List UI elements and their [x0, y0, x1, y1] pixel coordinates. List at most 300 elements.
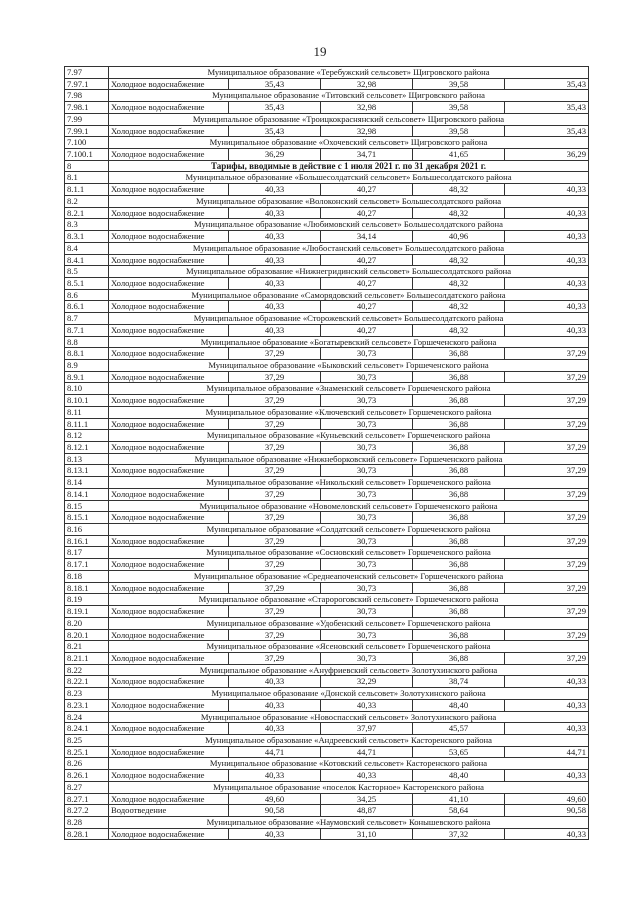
municipality-name: Муниципальное образование «Андреевский сельсовет» Касторенского района	[109, 735, 589, 747]
row-code: 7.100	[65, 137, 109, 149]
municipality-name: Муниципальное образование «Ключевский сельсовет» Горшеченского района	[109, 407, 589, 419]
row-code: 7.99	[65, 114, 109, 126]
row-code: 8.6	[65, 290, 109, 302]
row-code: 8.15	[65, 501, 109, 513]
tariff-value: 37,29	[505, 512, 589, 524]
service-name: Водоотведение	[109, 805, 229, 817]
tariff-value: 40,33	[229, 255, 321, 267]
service-name: Холодное водоснабжение	[109, 465, 229, 477]
service-name: Холодное водоснабжение	[109, 770, 229, 782]
tariff-value: 40,33	[505, 325, 589, 337]
municipality-row	[65, 137, 589, 149]
row-code: 8.13.1	[65, 465, 109, 477]
municipality-row	[65, 501, 589, 513]
tariff-value: 48,40	[413, 700, 505, 712]
municipality-row	[65, 594, 589, 606]
tariff-value: 36,88	[413, 606, 505, 618]
tariff-value: 40,27	[321, 325, 413, 337]
row-code: 8.10.1	[65, 395, 109, 407]
row-code: 8.24	[65, 712, 109, 724]
tariff-value: 41,10	[413, 794, 505, 806]
tariff-value: 30,73	[321, 630, 413, 642]
tariff-value: 37,29	[229, 372, 321, 384]
row-code: 8.28.1	[65, 829, 109, 841]
tariff-row	[65, 465, 589, 477]
tariff-value: 37,29	[505, 653, 589, 665]
tariff-row	[65, 255, 589, 267]
tariff-value: 36,88	[413, 442, 505, 454]
tariff-row	[65, 278, 589, 290]
municipality-name: Муниципальное образование «Знаменский сельсовет» Горшеченского района	[109, 383, 589, 395]
tariff-value: 30,73	[321, 559, 413, 571]
tariff-value: 37,29	[505, 583, 589, 595]
row-code: 8.14.1	[65, 489, 109, 501]
tariff-value: 40,33	[505, 231, 589, 243]
tariff-row	[65, 559, 589, 571]
municipality-row	[65, 196, 589, 208]
tariff-value: 37,29	[505, 442, 589, 454]
row-code: 8.16	[65, 524, 109, 536]
service-name: Холодное водоснабжение	[109, 606, 229, 618]
tariff-value: 37,29	[229, 606, 321, 618]
tariff-table	[64, 66, 589, 840]
service-name: Холодное водоснабжение	[109, 395, 229, 407]
tariff-value: 40,33	[505, 770, 589, 782]
tariff-row	[65, 301, 589, 313]
row-code: 8	[65, 161, 109, 173]
municipality-row	[65, 219, 589, 231]
tariff-value: 32,98	[321, 126, 413, 138]
tariff-value: 37,29	[229, 348, 321, 360]
tariff-value: 30,73	[321, 536, 413, 548]
row-code: 8.13	[65, 454, 109, 466]
tariff-value: 35,43	[505, 126, 589, 138]
municipality-row	[65, 735, 589, 747]
service-name: Холодное водоснабжение	[109, 536, 229, 548]
tariff-value: 40,33	[229, 278, 321, 290]
row-code: 8.27.1	[65, 794, 109, 806]
tariff-value: 40,33	[505, 676, 589, 688]
municipality-row	[65, 114, 589, 126]
row-code: 8.4.1	[65, 255, 109, 267]
municipality-name: Муниципальное образование «Троицкокраснянский сельсовет» Щигровского района	[109, 114, 589, 126]
municipality-row	[65, 172, 589, 184]
service-name: Холодное водоснабжение	[109, 676, 229, 688]
tariff-row	[65, 325, 589, 337]
tariff-value: 37,29	[505, 606, 589, 618]
service-name: Холодное водоснабжение	[109, 559, 229, 571]
row-code: 8.1.1	[65, 184, 109, 196]
tariff-value: 40,33	[229, 231, 321, 243]
service-name: Холодное водоснабжение	[109, 301, 229, 313]
tariff-value: 90,58	[229, 805, 321, 817]
tariff-value: 34,71	[321, 149, 413, 161]
row-code: 8.7	[65, 313, 109, 325]
tariff-value: 37,29	[229, 653, 321, 665]
municipality-row	[65, 524, 589, 536]
row-code: 8.9.1	[65, 372, 109, 384]
tariff-value: 48,32	[413, 255, 505, 267]
municipality-name: Муниципальное образование «Наумовский сельсовет» Конышевского района	[109, 817, 589, 829]
tariff-value: 35,43	[229, 102, 321, 114]
municipality-name: Муниципальное образование «Охочевский сельсовет» Щигровского района	[109, 137, 589, 149]
municipality-name: Муниципальное образование «Теребужский сельсовет» Щигровского района	[109, 67, 589, 79]
tariff-value: 32,29	[321, 676, 413, 688]
tariff-value: 48,32	[413, 208, 505, 220]
tariff-value: 36,88	[413, 653, 505, 665]
tariff-value: 36,88	[413, 512, 505, 524]
tariff-value: 40,27	[321, 255, 413, 267]
row-code: 8.14	[65, 477, 109, 489]
row-code: 8.12	[65, 430, 109, 442]
tariff-row	[65, 184, 589, 196]
row-code: 8.28	[65, 817, 109, 829]
tariff-value: 39,58	[413, 79, 505, 91]
municipality-row	[65, 454, 589, 466]
tariff-value: 49,60	[229, 794, 321, 806]
tariff-value: 36,29	[229, 149, 321, 161]
municipality-row	[65, 688, 589, 700]
municipality-row	[65, 90, 589, 102]
row-code: 8.25	[65, 735, 109, 747]
tariff-value: 40,33	[229, 676, 321, 688]
tariff-row	[65, 372, 589, 384]
tariff-value: 37,29	[505, 559, 589, 571]
tariff-value: 37,29	[229, 489, 321, 501]
tariff-value: 30,73	[321, 512, 413, 524]
tariff-value: 48,40	[413, 770, 505, 782]
tariff-value: 30,73	[321, 653, 413, 665]
tariff-row	[65, 805, 589, 817]
section-header-row	[65, 161, 589, 173]
tariff-value: 35,43	[505, 79, 589, 91]
tariff-value: 37,29	[229, 419, 321, 431]
municipality-row	[65, 360, 589, 372]
tariff-value: 35,43	[229, 79, 321, 91]
service-name: Холодное водоснабжение	[109, 372, 229, 384]
tariff-value: 37,29	[505, 489, 589, 501]
tariff-value: 48,32	[413, 301, 505, 313]
municipality-name: Муниципальное образование «Нижнеборковский сельсовет» Горшеченского района	[109, 454, 589, 466]
tariff-value: 40,33	[505, 208, 589, 220]
tariff-row	[65, 512, 589, 524]
row-code: 8.2	[65, 196, 109, 208]
municipality-name: Муниципальное образование «Ануфриевский сельсовет» Золотухинского района	[109, 665, 589, 677]
tariff-value: 37,29	[505, 536, 589, 548]
tariff-value: 44,71	[229, 747, 321, 759]
service-name: Холодное водоснабжение	[109, 829, 229, 841]
tariff-value: 37,29	[505, 348, 589, 360]
tariff-value: 40,96	[413, 231, 505, 243]
tariff-row	[65, 794, 589, 806]
service-name: Холодное водоснабжение	[109, 630, 229, 642]
service-name: Холодное водоснабжение	[109, 184, 229, 196]
municipality-name: Муниципальное образование «Новоспасский сельсовет» Золотухинского района	[109, 712, 589, 724]
tariff-value: 31,10	[321, 829, 413, 841]
row-code: 8.20	[65, 618, 109, 630]
tariff-row	[65, 630, 589, 642]
tariff-value: 37,29	[505, 630, 589, 642]
municipality-name: Муниципальное образование «Новомеловский сельсовет» Горшеченского района	[109, 501, 589, 513]
tariff-value: 30,73	[321, 489, 413, 501]
tariff-value: 40,33	[505, 278, 589, 290]
service-name: Холодное водоснабжение	[109, 325, 229, 337]
municipality-name: Муниципальное образование «Удобенский сельсовет» Горшеченского района	[109, 618, 589, 630]
tariff-value: 37,29	[505, 395, 589, 407]
tariff-row	[65, 676, 589, 688]
tariff-value: 37,29	[229, 630, 321, 642]
municipality-row	[65, 337, 589, 349]
tariff-value: 34,25	[321, 794, 413, 806]
municipality-row	[65, 67, 589, 79]
row-code: 8.20.1	[65, 630, 109, 642]
municipality-row	[65, 782, 589, 794]
tariff-value: 36,29	[505, 149, 589, 161]
service-name: Холодное водоснабжение	[109, 583, 229, 595]
municipality-name: Муниципальное образование «Сторожевский сельсовет» Большесолдатского района	[109, 313, 589, 325]
row-code: 8.26.1	[65, 770, 109, 782]
tariff-value: 48,32	[413, 325, 505, 337]
tariff-row	[65, 700, 589, 712]
tariff-row	[65, 583, 589, 595]
tariff-value: 40,33	[229, 208, 321, 220]
tariff-row	[65, 79, 589, 91]
municipality-row	[65, 407, 589, 419]
municipality-row	[65, 665, 589, 677]
tariff-value: 40,33	[505, 184, 589, 196]
tariff-row	[65, 653, 589, 665]
tariff-row	[65, 442, 589, 454]
tariff-value: 40,27	[321, 278, 413, 290]
tariff-value: 44,71	[505, 747, 589, 759]
service-name: Холодное водоснабжение	[109, 653, 229, 665]
tariff-value: 40,33	[505, 829, 589, 841]
municipality-row	[65, 571, 589, 583]
tariff-value: 30,73	[321, 395, 413, 407]
tariff-value: 36,88	[413, 372, 505, 384]
service-name: Холодное водоснабжение	[109, 102, 229, 114]
tariff-value: 40,33	[229, 700, 321, 712]
tariff-value: 37,29	[505, 372, 589, 384]
municipality-name: Муниципальное образование «Никольский сельсовет» Горшеченского района	[109, 477, 589, 489]
row-code: 8.15.1	[65, 512, 109, 524]
municipality-name: Муниципальное образование «Старороговский сельсовет» Горшеченского района	[109, 594, 589, 606]
tariff-value: 40,33	[321, 770, 413, 782]
tariff-value: 40,33	[505, 723, 589, 735]
service-name: Холодное водоснабжение	[109, 208, 229, 220]
row-code: 8.9	[65, 360, 109, 372]
tariff-row	[65, 723, 589, 735]
row-code: 8.18	[65, 571, 109, 583]
row-code: 8.8	[65, 337, 109, 349]
row-code: 8.24.1	[65, 723, 109, 735]
municipality-name: Муниципальное образование «Донской сельсовет» Золотухинского района	[109, 688, 589, 700]
municipality-row	[65, 290, 589, 302]
tariff-value: 30,73	[321, 442, 413, 454]
row-code: 7.98	[65, 90, 109, 102]
row-code: 8.11	[65, 407, 109, 419]
row-code: 8.3.1	[65, 231, 109, 243]
row-code: 8.10	[65, 383, 109, 395]
service-name: Холодное водоснабжение	[109, 419, 229, 431]
row-code: 8.17	[65, 547, 109, 559]
service-name: Холодное водоснабжение	[109, 489, 229, 501]
row-code: 8.5	[65, 266, 109, 278]
municipality-name: Муниципальное образование «Солдатский сельсовет» Горшеченского района	[109, 524, 589, 536]
service-name: Холодное водоснабжение	[109, 149, 229, 161]
tariff-value: 37,29	[229, 559, 321, 571]
row-code: 8.2.1	[65, 208, 109, 220]
row-code: 8.21	[65, 641, 109, 653]
service-name: Холодное водоснабжение	[109, 442, 229, 454]
tariff-value: 36,88	[413, 489, 505, 501]
row-code: 7.97.1	[65, 79, 109, 91]
tariff-value: 36,88	[413, 536, 505, 548]
tariff-row	[65, 829, 589, 841]
tariff-value: 37,32	[413, 829, 505, 841]
tariff-value: 44,71	[321, 747, 413, 759]
row-code: 8.16.1	[65, 536, 109, 548]
tariff-value: 45,57	[413, 723, 505, 735]
tariff-value: 40,33	[229, 184, 321, 196]
tariff-value: 39,58	[413, 102, 505, 114]
tariff-value: 48,87	[321, 805, 413, 817]
tariff-value: 40,27	[321, 301, 413, 313]
section-title: Тарифы, вводимые в действие с 1 июля 2021 г. по 31 декабря 2021 г.	[109, 161, 589, 173]
tariff-row	[65, 208, 589, 220]
tariff-row	[65, 770, 589, 782]
row-code: 8.17.1	[65, 559, 109, 571]
municipality-row	[65, 383, 589, 395]
service-name: Холодное водоснабжение	[109, 255, 229, 267]
tariff-row	[65, 747, 589, 759]
service-name: Холодное водоснабжение	[109, 231, 229, 243]
municipality-name: Муниципальное образование «Ясеновский сельсовет» Горшеченского района	[109, 641, 589, 653]
row-code: 8.4	[65, 243, 109, 255]
service-name: Холодное водоснабжение	[109, 348, 229, 360]
tariff-value: 37,29	[505, 419, 589, 431]
tariff-value: 30,73	[321, 348, 413, 360]
service-name: Холодное водоснабжение	[109, 79, 229, 91]
municipality-row	[65, 430, 589, 442]
tariff-value: 53,65	[413, 747, 505, 759]
tariff-row	[65, 126, 589, 138]
tariff-value: 36,88	[413, 348, 505, 360]
tariff-value: 34,14	[321, 231, 413, 243]
tariff-value: 40,27	[321, 208, 413, 220]
tariff-value: 40,33	[229, 770, 321, 782]
tariff-value: 37,29	[229, 395, 321, 407]
row-code: 7.97	[65, 67, 109, 79]
tariff-value: 40,33	[505, 255, 589, 267]
municipality-row	[65, 547, 589, 559]
tariff-value: 30,73	[321, 583, 413, 595]
municipality-row	[65, 712, 589, 724]
row-code: 8.7.1	[65, 325, 109, 337]
municipality-name: Муниципальное образование «Котовский сельсовет» Касторенского района	[109, 758, 589, 770]
service-name: Холодное водоснабжение	[109, 723, 229, 735]
tariff-value: 30,73	[321, 419, 413, 431]
municipality-name: Муниципальное образование «Любостанский сельсовет» Большесолдатского района	[109, 243, 589, 255]
row-code: 8.5.1	[65, 278, 109, 290]
tariff-value: 37,29	[229, 442, 321, 454]
municipality-name: Муниципальное образование «Быковский сельсовет» Горшеченского района	[109, 360, 589, 372]
municipality-name: Муниципальное образование «Среднеапоченский сельсовет» Горшеченского района	[109, 571, 589, 583]
row-code: 8.27.2	[65, 805, 109, 817]
municipality-row	[65, 313, 589, 325]
municipality-row	[65, 641, 589, 653]
tariff-row	[65, 231, 589, 243]
tariff-value: 37,29	[229, 512, 321, 524]
tariff-value: 37,29	[505, 465, 589, 477]
tariff-value: 30,73	[321, 465, 413, 477]
tariff-value: 30,73	[321, 372, 413, 384]
row-code: 8.6.1	[65, 301, 109, 313]
service-name: Холодное водоснабжение	[109, 512, 229, 524]
service-name: Холодное водоснабжение	[109, 278, 229, 290]
municipality-row	[65, 817, 589, 829]
service-name: Холодное водоснабжение	[109, 794, 229, 806]
row-code: 8.21.1	[65, 653, 109, 665]
tariff-value: 48,32	[413, 184, 505, 196]
tariff-value: 38,74	[413, 676, 505, 688]
municipality-name: Муниципальное образование «Богатыревский сельсовет» Горшеченского района	[109, 337, 589, 349]
tariff-value: 49,60	[505, 794, 589, 806]
row-code: 8.23	[65, 688, 109, 700]
tariff-value: 40,33	[229, 325, 321, 337]
service-name: Холодное водоснабжение	[109, 700, 229, 712]
municipality-row	[65, 758, 589, 770]
tariff-value: 36,88	[413, 395, 505, 407]
tariff-row	[65, 606, 589, 618]
tariff-row	[65, 395, 589, 407]
row-code: 8.26	[65, 758, 109, 770]
municipality-name: Муниципальное образование «Нижнегридинский сельсовет» Большесолдатского района	[109, 266, 589, 278]
tariff-value: 32,98	[321, 79, 413, 91]
tariff-value: 36,88	[413, 630, 505, 642]
tariff-value: 40,33	[229, 829, 321, 841]
row-code: 7.99.1	[65, 126, 109, 138]
tariff-value: 39,58	[413, 126, 505, 138]
tariff-value: 40,33	[229, 301, 321, 313]
tariff-value: 37,97	[321, 723, 413, 735]
tariff-value: 40,27	[321, 184, 413, 196]
row-code: 8.25.1	[65, 747, 109, 759]
tariff-row	[65, 419, 589, 431]
row-code: 8.11.1	[65, 419, 109, 431]
tariff-value: 48,32	[413, 278, 505, 290]
row-code: 8.19.1	[65, 606, 109, 618]
tariff-row	[65, 149, 589, 161]
tariff-value: 40,33	[505, 301, 589, 313]
municipality-row	[65, 266, 589, 278]
tariff-value: 36,88	[413, 419, 505, 431]
tariff-value: 40,33	[505, 700, 589, 712]
tariff-value: 58,64	[413, 805, 505, 817]
row-code: 8.22.1	[65, 676, 109, 688]
row-code: 8.23.1	[65, 700, 109, 712]
tariff-value: 36,88	[413, 559, 505, 571]
tariff-value: 40,33	[229, 723, 321, 735]
municipality-row	[65, 477, 589, 489]
row-code: 7.100.1	[65, 149, 109, 161]
municipality-name: Муниципальное образование «Большесолдатский сельсовет» Большесолдатского района	[109, 172, 589, 184]
municipality-name: Муниципальное образование «Куньевский сельсовет» Горшеченского района	[109, 430, 589, 442]
page-number: 19	[313, 44, 327, 59]
service-name: Холодное водоснабжение	[109, 126, 229, 138]
row-code: 7.98.1	[65, 102, 109, 114]
row-code: 8.27	[65, 782, 109, 794]
